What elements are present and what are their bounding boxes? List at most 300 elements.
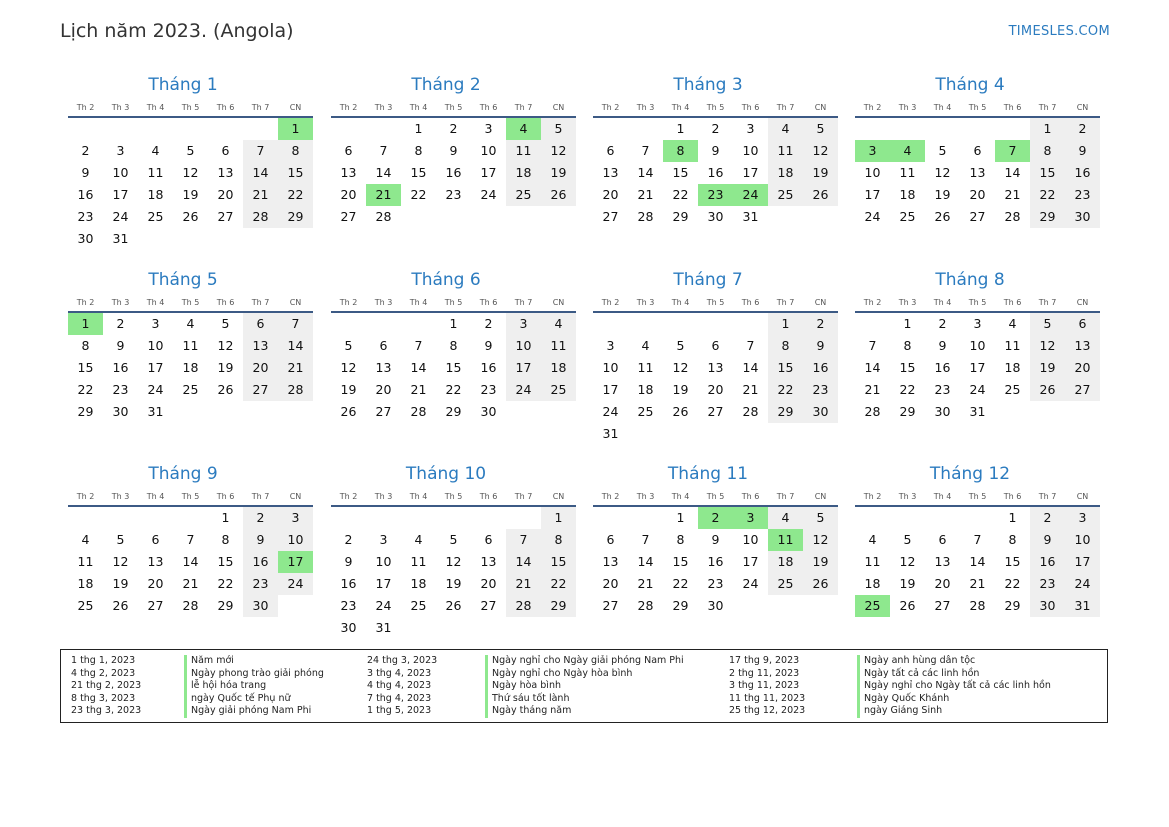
weekday-header: Th 5 [173, 100, 208, 118]
day-cell: 19 [1030, 357, 1065, 379]
day-cell: 23 [1030, 573, 1065, 595]
day-cell: 26 [1030, 379, 1065, 401]
empty-cell [366, 118, 401, 140]
day-cell: 14 [637, 554, 654, 569]
weekday-header: Th 7 [1030, 100, 1065, 118]
weekday-header: Th 4 [925, 489, 960, 507]
day-cell: 28 [637, 598, 654, 613]
holiday-day-cell: 3 [855, 140, 890, 162]
month-day-grid [593, 100, 831, 228]
day-cell: 3 [379, 532, 388, 547]
day-cell: 28 [278, 379, 313, 401]
day-cell: 19 [182, 187, 199, 202]
day-cell: 30 [77, 231, 94, 246]
day-cell: 28 [375, 209, 392, 224]
weekday-header: Th 6 [733, 489, 768, 507]
weekday-header: Th 5 [698, 100, 733, 118]
empty-cell [506, 507, 541, 529]
weekday-header: Th 6 [995, 295, 1030, 313]
day-cell: 20 [707, 382, 724, 397]
empty-cell [401, 507, 436, 529]
day-cell: 16 [112, 360, 129, 375]
day-cell: 5 [903, 532, 912, 547]
day-cell: 27 [707, 404, 724, 419]
day-cell: 26 [217, 382, 234, 397]
empty-cell [278, 228, 313, 250]
day-cell: 18 [541, 357, 576, 379]
day-cell: 26 [112, 598, 129, 613]
day-cell: 2 [711, 121, 720, 136]
day-cell: 6 [711, 338, 720, 353]
day-cell: 10 [278, 529, 313, 551]
day-cell: 18 [1004, 360, 1021, 375]
empty-cell [593, 118, 628, 140]
day-cell: 16 [1065, 162, 1100, 184]
day-cell: 10 [969, 338, 986, 353]
day-cell: 6 [938, 532, 947, 547]
day-cell: 1 [1030, 118, 1065, 140]
day-cell: 18 [506, 162, 541, 184]
day-cell: 17 [480, 165, 497, 180]
day-cell: 15 [77, 360, 94, 375]
day-cell: 13 [147, 554, 164, 569]
day-cell: 15 [1004, 554, 1021, 569]
day-cell: 17 [742, 554, 759, 569]
day-cell: 19 [445, 576, 462, 591]
weekday-header: Th 7 [506, 100, 541, 118]
day-cell: 22 [899, 382, 916, 397]
weekday-header: Th 2 [68, 295, 103, 313]
weekday-header: CN [803, 295, 838, 313]
day-cell: 10 [742, 143, 759, 158]
day-cell: 20 [602, 187, 619, 202]
holiday-date: 4 thg 4, 2023 [367, 680, 432, 691]
day-cell: 3 [746, 121, 755, 136]
day-cell: 16 [243, 551, 278, 573]
day-cell: 27 [375, 404, 392, 419]
day-cell: 13 [375, 360, 392, 375]
empty-cell [925, 507, 960, 529]
day-cell: 31 [602, 426, 619, 441]
day-cell: 9 [938, 338, 947, 353]
day-cell: 7 [506, 529, 541, 551]
empty-cell [960, 118, 995, 140]
day-cell: 12 [1030, 335, 1065, 357]
weekday-header: Th 6 [471, 100, 506, 118]
day-cell: 30 [707, 209, 724, 224]
day-cell: 18 [410, 576, 427, 591]
day-cell: 16 [77, 187, 94, 202]
weekday-header: Th 4 [138, 100, 173, 118]
day-cell: 14 [243, 162, 278, 184]
day-cell: 16 [707, 165, 724, 180]
day-cell: 17 [147, 360, 164, 375]
day-cell: 11 [899, 165, 916, 180]
holiday-date: 24 thg 3, 2023 [367, 655, 438, 666]
day-cell: 14 [278, 335, 313, 357]
day-cell: 6 [151, 532, 160, 547]
day-cell: 25 [637, 404, 654, 419]
day-cell: 31 [742, 209, 759, 224]
day-cell: 22 [278, 184, 313, 206]
empty-cell [436, 206, 471, 228]
day-cell: 23 [707, 576, 724, 591]
holiday-date-column [729, 655, 805, 718]
empty-cell [401, 617, 436, 639]
day-cell: 1 [541, 507, 576, 529]
holiday-date: 2 thg 11, 2023 [729, 667, 800, 679]
weekday-header: Th 3 [103, 489, 138, 507]
weekday-header: Th 5 [436, 100, 471, 118]
day-cell: 8 [221, 532, 230, 547]
day-cell: 27 [969, 209, 986, 224]
empty-cell [243, 228, 278, 250]
day-cell: 29 [768, 401, 803, 423]
day-cell: 27 [602, 598, 619, 613]
holiday-date: 4 thg 2, 2023 [71, 667, 136, 679]
day-cell: 20 [340, 187, 357, 202]
weekday-header: CN [1065, 489, 1100, 507]
day-cell: 2 [243, 507, 278, 529]
day-cell: 20 [969, 187, 986, 202]
day-cell: 26 [803, 184, 838, 206]
empty-cell [890, 507, 925, 529]
weekday-header: Th 3 [366, 100, 401, 118]
weekday-header: Th 3 [366, 295, 401, 313]
day-cell: 13 [480, 554, 497, 569]
holiday-date: 7 thg 4, 2023 [367, 692, 432, 704]
day-cell: 4 [541, 313, 576, 335]
day-cell: 15 [1030, 162, 1065, 184]
empty-cell [208, 401, 243, 423]
month-calendar [323, 269, 569, 423]
day-cell: 7 [746, 338, 755, 353]
day-cell: 23 [445, 187, 462, 202]
empty-cell [401, 313, 436, 335]
day-cell: 21 [742, 382, 759, 397]
day-cell: 21 [506, 573, 541, 595]
weekday-header: Th 3 [890, 489, 925, 507]
day-cell: 3 [973, 316, 982, 331]
weekday-header: Th 6 [733, 295, 768, 313]
day-cell: 4 [81, 532, 90, 547]
empty-cell [803, 423, 838, 445]
empty-cell [733, 595, 768, 617]
day-cell: 26 [541, 184, 576, 206]
day-cell: 29 [672, 598, 689, 613]
day-cell: 14 [375, 165, 392, 180]
day-cell: 12 [934, 165, 951, 180]
month-title: Tháng 2 [411, 75, 481, 95]
day-cell: 3 [606, 338, 615, 353]
weekday-header: Th 6 [208, 100, 243, 118]
day-cell: 27 [217, 209, 234, 224]
empty-cell [366, 313, 401, 335]
weekday-header: Th 2 [331, 489, 366, 507]
day-cell: 17 [506, 357, 541, 379]
day-cell: 30 [480, 404, 497, 419]
day-cell: 19 [803, 551, 838, 573]
day-cell: 27 [934, 598, 951, 613]
day-cell: 6 [973, 143, 982, 158]
day-cell: 5 [344, 338, 353, 353]
month-calendar [585, 463, 831, 617]
day-cell: 25 [182, 382, 199, 397]
day-cell: 18 [864, 576, 881, 591]
day-cell: 6 [606, 532, 615, 547]
day-cell: 18 [768, 551, 803, 573]
weekday-header: Th 6 [995, 100, 1030, 118]
holiday-date: 17 thg 9, 2023 [729, 655, 800, 666]
day-cell: 19 [803, 162, 838, 184]
empty-cell [243, 401, 278, 423]
day-cell: 18 [182, 360, 199, 375]
holiday-day-cell: 24 [733, 184, 768, 206]
day-cell: 28 [506, 595, 541, 617]
day-cell: 27 [147, 598, 164, 613]
month-calendar [60, 463, 306, 617]
holiday-name-column [857, 655, 1051, 718]
day-cell: 10 [1065, 529, 1100, 551]
day-cell: 16 [934, 360, 951, 375]
day-cell: 20 [602, 576, 619, 591]
page-title: Lịch năm 2023. (Angola) [60, 20, 294, 42]
day-cell: 14 [637, 165, 654, 180]
day-cell: 16 [803, 357, 838, 379]
holiday-name: ngày Giáng Sinh [857, 705, 1051, 718]
empty-cell [103, 507, 138, 529]
day-cell: 21 [278, 357, 313, 379]
day-cell: 13 [217, 165, 234, 180]
month-title: Tháng 4 [935, 75, 1005, 95]
day-cell: 10 [864, 165, 881, 180]
weekday-header: CN [541, 100, 576, 118]
day-cell: 29 [445, 404, 462, 419]
day-cell: 6 [606, 143, 615, 158]
day-cell: 7 [379, 143, 388, 158]
day-cell: 14 [1004, 165, 1021, 180]
day-cell: 13 [1065, 335, 1100, 357]
empty-cell [436, 617, 471, 639]
holiday-date: 11 thg 11, 2023 [729, 692, 806, 704]
empty-cell [855, 313, 890, 335]
weekday-header: Th 4 [663, 100, 698, 118]
day-cell: 2 [344, 532, 353, 547]
empty-cell [628, 118, 663, 140]
holiday-name: Ngày hòa bình [485, 680, 684, 693]
day-cell: 3 [151, 316, 160, 331]
day-cell: 25 [77, 598, 94, 613]
empty-cell [628, 313, 663, 335]
empty-cell [366, 507, 401, 529]
weekday-header: Th 2 [593, 489, 628, 507]
day-cell: 10 [375, 554, 392, 569]
day-cell: 20 [934, 576, 951, 591]
month-day-grid [331, 100, 569, 228]
empty-cell [663, 423, 698, 445]
day-cell: 20 [243, 357, 278, 379]
day-cell: 20 [147, 576, 164, 591]
day-cell: 27 [243, 379, 278, 401]
weekday-header: Th 3 [628, 489, 663, 507]
day-cell: 24 [147, 382, 164, 397]
day-cell: 25 [768, 573, 803, 595]
empty-cell [138, 507, 173, 529]
weekday-header: Th 4 [925, 100, 960, 118]
empty-cell [173, 507, 208, 529]
day-cell: 12 [182, 165, 199, 180]
empty-cell [331, 313, 366, 335]
empty-cell [995, 118, 1030, 140]
weekday-header: Th 2 [68, 100, 103, 118]
empty-cell [541, 617, 576, 639]
day-cell: 16 [445, 165, 462, 180]
day-cell: 3 [1065, 507, 1100, 529]
empty-cell [995, 401, 1030, 423]
weekday-header: Th 7 [768, 295, 803, 313]
holiday-day-cell: 23 [698, 184, 733, 206]
day-cell: 5 [803, 507, 838, 529]
month-calendar [847, 74, 1093, 228]
day-cell: 29 [672, 209, 689, 224]
day-cell: 24 [602, 404, 619, 419]
holiday-legend [60, 649, 1108, 723]
day-cell: 6 [484, 532, 493, 547]
day-cell: 17 [969, 360, 986, 375]
day-cell: 15 [672, 554, 689, 569]
day-cell: 16 [1030, 551, 1065, 573]
day-cell: 7 [414, 338, 423, 353]
day-cell: 12 [672, 360, 689, 375]
day-cell: 13 [934, 554, 951, 569]
holiday-day-cell: 25 [855, 595, 890, 617]
day-cell: 25 [899, 209, 916, 224]
holiday-day-cell: 4 [890, 140, 925, 162]
day-cell: 28 [864, 404, 881, 419]
day-cell: 21 [637, 576, 654, 591]
month-day-grid [68, 295, 306, 423]
day-cell: 26 [340, 404, 357, 419]
day-cell: 24 [480, 187, 497, 202]
day-cell: 24 [112, 209, 129, 224]
holiday-name: Ngày tháng năm [485, 705, 684, 718]
empty-cell [138, 228, 173, 250]
day-cell: 31 [375, 620, 392, 635]
day-cell: 21 [243, 184, 278, 206]
day-cell: 25 [768, 184, 803, 206]
day-cell: 11 [506, 140, 541, 162]
weekday-header: Th 5 [960, 489, 995, 507]
day-cell: 4 [768, 118, 803, 140]
month-title: Tháng 3 [673, 75, 743, 95]
day-cell: 25 [1004, 382, 1021, 397]
day-cell: 4 [186, 316, 195, 331]
day-cell: 14 [410, 360, 427, 375]
weekday-header: CN [541, 489, 576, 507]
holiday-day-cell: 3 [733, 507, 768, 529]
day-cell: 19 [340, 382, 357, 397]
weekday-header: CN [803, 100, 838, 118]
day-cell: 21 [410, 382, 427, 397]
day-cell: 25 [541, 379, 576, 401]
weekday-header: Th 7 [506, 295, 541, 313]
holiday-day-cell: 4 [506, 118, 541, 140]
day-cell: 16 [480, 360, 497, 375]
month-day-grid [593, 295, 831, 445]
day-cell: 9 [1030, 529, 1065, 551]
day-cell: 27 [1065, 379, 1100, 401]
weekday-header: CN [1065, 100, 1100, 118]
day-cell: 14 [742, 360, 759, 375]
day-cell: 8 [541, 529, 576, 551]
day-cell: 22 [672, 187, 689, 202]
weekday-header: Th 7 [243, 100, 278, 118]
day-cell: 1 [903, 316, 912, 331]
day-cell: 2 [938, 316, 947, 331]
empty-cell [471, 206, 506, 228]
day-cell: 12 [445, 554, 462, 569]
holiday-name-column [184, 655, 324, 718]
weekday-header: Th 5 [960, 100, 995, 118]
weekday-header: Th 4 [401, 100, 436, 118]
weekday-header: CN [541, 295, 576, 313]
day-cell: 22 [541, 573, 576, 595]
day-cell: 22 [217, 576, 234, 591]
month-calendar [323, 74, 569, 228]
empty-cell [471, 617, 506, 639]
day-cell: 21 [864, 382, 881, 397]
day-cell: 19 [899, 576, 916, 591]
site-link[interactable]: TIMESLES.COM [1008, 24, 1110, 39]
day-cell: 23 [480, 382, 497, 397]
weekday-header: Th 2 [855, 489, 890, 507]
empty-cell [401, 206, 436, 228]
day-cell: 14 [864, 360, 881, 375]
day-cell: 18 [147, 187, 164, 202]
weekday-header: CN [278, 489, 313, 507]
day-cell: 24 [278, 573, 313, 595]
day-cell: 24 [864, 209, 881, 224]
holiday-date: 23 thg 3, 2023 [71, 705, 142, 716]
day-cell: 23 [934, 382, 951, 397]
day-cell: 30 [934, 404, 951, 419]
day-cell: 28 [742, 404, 759, 419]
weekday-header: Th 2 [331, 100, 366, 118]
day-cell: 15 [278, 162, 313, 184]
month-title: Tháng 10 [405, 464, 487, 484]
day-cell: 9 [711, 532, 720, 547]
day-cell: 11 [410, 554, 427, 569]
day-cell: 29 [1030, 206, 1065, 228]
day-cell: 14 [182, 554, 199, 569]
day-cell: 9 [449, 143, 458, 158]
day-cell: 26 [803, 573, 838, 595]
weekday-header: Th 5 [698, 295, 733, 313]
day-cell: 25 [147, 209, 164, 224]
day-cell: 18 [77, 576, 94, 591]
day-cell: 4 [868, 532, 877, 547]
day-cell: 9 [116, 338, 125, 353]
day-cell: 9 [81, 165, 90, 180]
day-cell: 4 [641, 338, 650, 353]
day-cell: 12 [112, 554, 129, 569]
day-cell: 17 [375, 576, 392, 591]
holiday-date-column [367, 655, 437, 718]
month-title: Tháng 5 [148, 270, 218, 290]
month-calendar [585, 74, 831, 228]
day-cell: 12 [803, 140, 838, 162]
day-cell: 17 [112, 187, 129, 202]
